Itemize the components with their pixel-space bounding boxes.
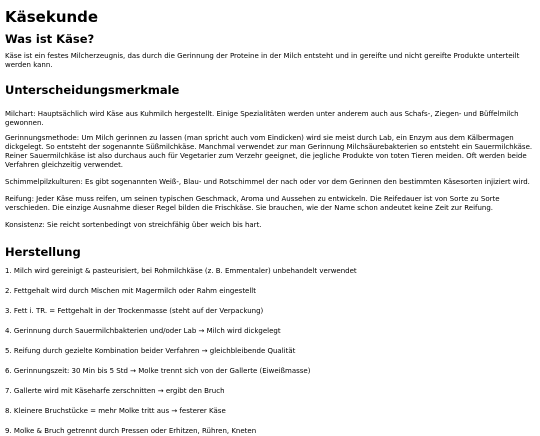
- paragraph-gerinnungsmethode: Gerinnungsmethode: Um Milch gerinnen zu lassen (man spricht auch vom Eindicken) wird sie meist durch Lab, ein Enzym aus dem Kälbermagen dickgelegt. So entsteht der sogenannte Süßmilchkäse. Manchmal verwendet zur man Gerinnung Milchsäurebakterien so entsteht ein Sauermilchkäse. Reiner Sauermilchkäse ist also durchaus auch für Vegetarier zum Verzehr geeignet, die jegliche Produkte von toten Tieren meiden. Oft werden beide Verfahren gleichzeitig verwendet.: [5, 134, 533, 169]
- section-heading-was-ist-kaese: Was ist Käse?: [5, 32, 95, 46]
- herstellung-step: 7. Gallerte wird mit Käseharfe zerschnitten → ergibt den Bruch: [5, 387, 225, 395]
- paragraph-schimmelpilzkulturen: Schimmelpilzkulturen: Es gibt sogenannten Weiß-, Blau- und Rotschimmel der nach oder vor dem Gerinnen den bestimmten Käsesorten injiziert wird.: [5, 178, 530, 186]
- herstellung-step: 6. Gerinnungszeit: 30 Min bis 5 Std → Molke trennt sich von der Gallerte (Eiweißmasse): [5, 367, 311, 375]
- page-title: Käsekunde: [5, 8, 99, 26]
- paragraph-reifung: Reifung: Jeder Käse muss reifen, um seinen typischen Geschmack, Aroma und Aussehen zu entwickeln. Die Reifedauer ist von Sorte zu Sorte verschieden. Die einzige Ausnahme dieser Regel bilden die Frischkäse. Sie brauchen, wie der Name schon andeutet keine Zeit zur Reifung.: [5, 195, 500, 212]
- herstellung-step: 1. Milch wird gereinigt & pasteurisiert, bei Rohmilchkäse (z. B. Emmentaler) unbehandelt verwendet: [5, 267, 357, 275]
- herstellung-step: 3. Fett i. TR. = Fettgehalt in der Trockenmasse (steht auf der Verpackung): [5, 307, 264, 315]
- herstellung-step: 8. Kleinere Bruchstücke = mehr Molke tritt aus → festerer Käse: [5, 407, 226, 415]
- paragraph-milchart: Milchart: Hauptsächlich wird Käse aus Kuhmilch hergestellt. Einige Spezialitäten werden unter anderem auch aus Schafs-, Ziegen- und Büffelmilch gewonnen.: [5, 110, 519, 127]
- herstellung-step: 2. Fettgehalt wird durch Mischen mit Magermilch oder Rahm eingestellt: [5, 287, 256, 295]
- intro-paragraph: Käse ist ein festes Milcherzeugnis, das durch die Gerinnung der Proteine in der Milch entsteht und in gereifte und nicht gereifte Produkte unterteilt werden kann.: [5, 52, 520, 69]
- herstellung-steps-list: [5, 267, 535, 436]
- herstellung-step: 5. Reifung durch gezielte Kombination beider Verfahren → gleichbleibende Qualität: [5, 347, 296, 355]
- herstellung-step: 9. Molke & Bruch getrennt durch Pressen oder Erhitzen, Rühren, Kneten: [5, 427, 257, 435]
- section-heading-unterscheidungsmerkmale: Unterscheidungsmerkmale: [5, 83, 180, 97]
- herstellung-step: 4. Gerinnung durch Sauermilchbakterien und/oder Lab → Milch wird dickgelegt: [5, 327, 281, 335]
- section-heading-herstellung: Herstellung: [5, 245, 81, 259]
- paragraph-konsistenz: Konsistenz: Sie reicht sortenbedingt von streichfähig über weich bis hart.: [5, 221, 262, 229]
